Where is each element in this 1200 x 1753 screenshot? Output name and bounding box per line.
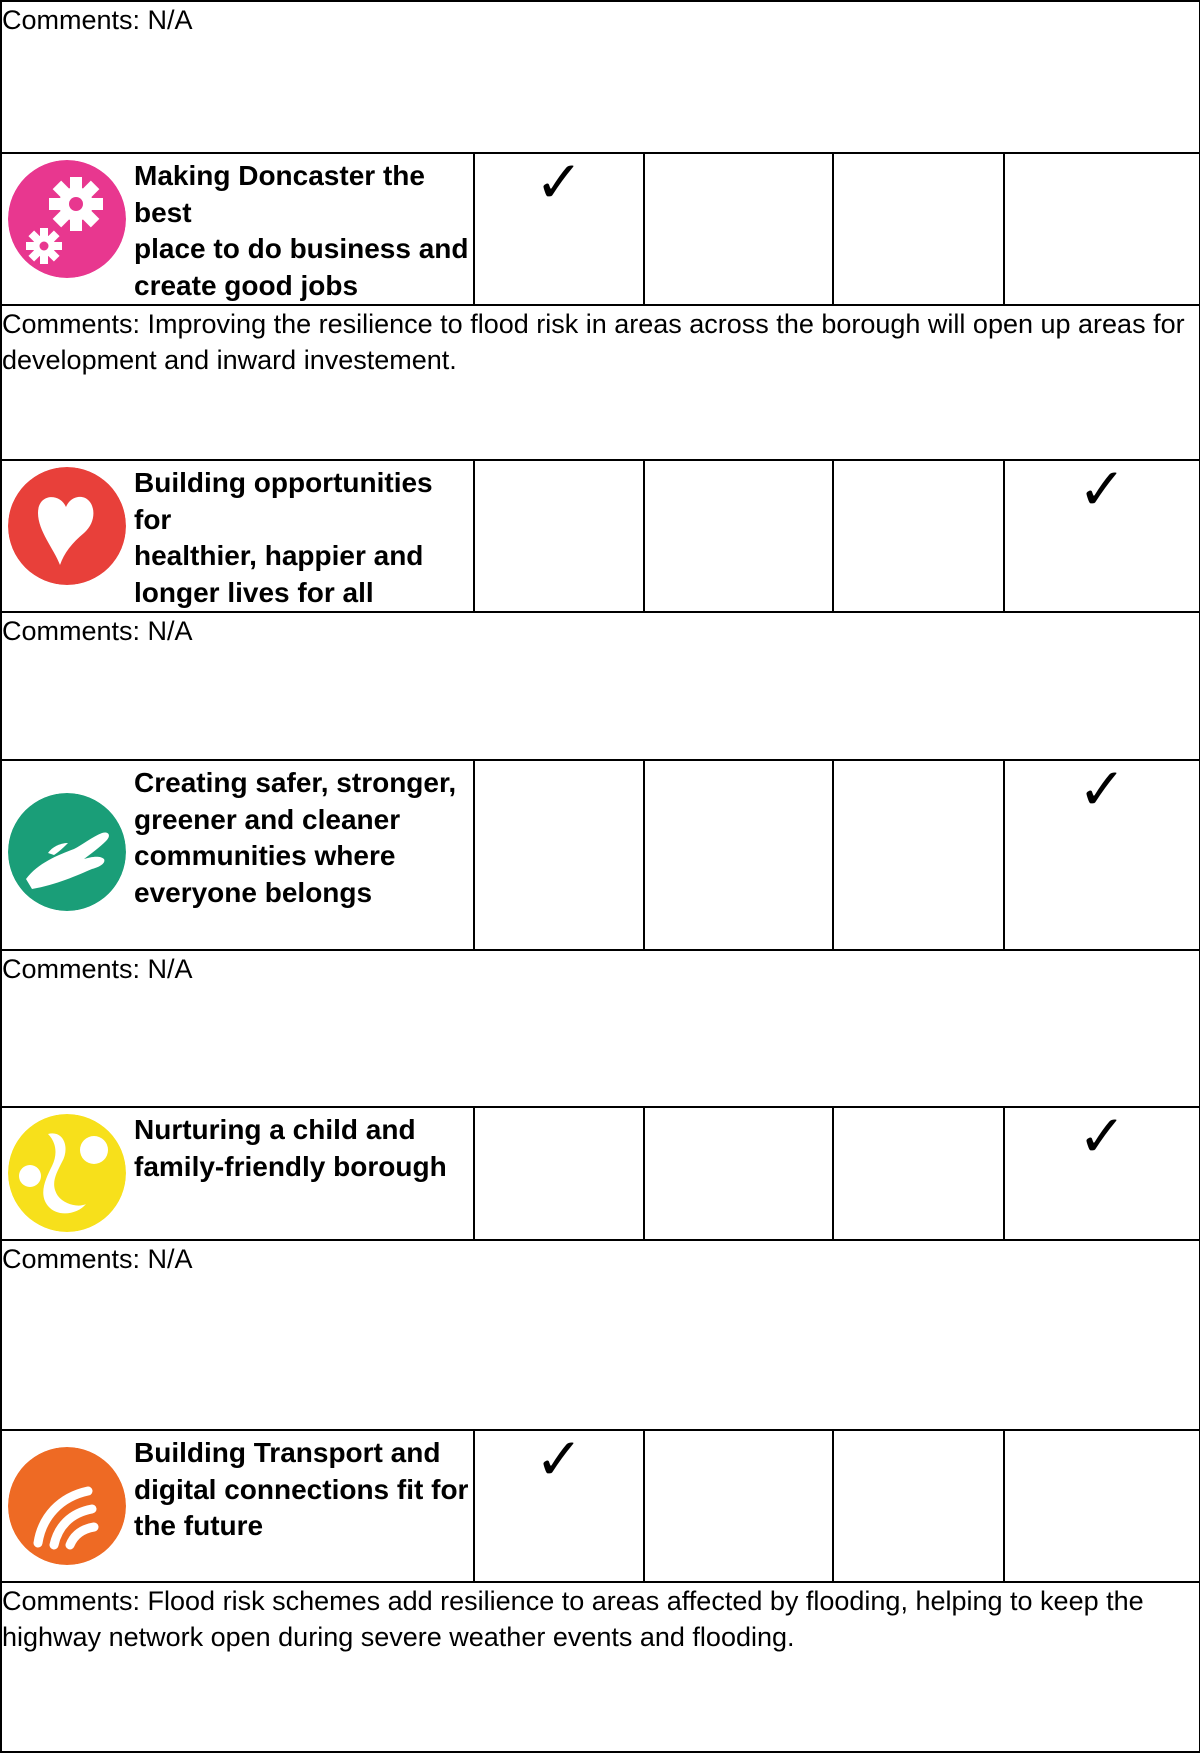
gears-icon: [8, 160, 126, 278]
tick-cell-1: ✓: [474, 153, 644, 305]
outcome-row-family: [1, 1107, 1200, 1240]
tick-cell-3: [833, 153, 1004, 305]
tick-cell-3: [833, 1107, 1004, 1240]
comment-text: Comments: N/A: [1, 612, 1200, 760]
tick-cell-1: [474, 760, 644, 950]
signal-icon: [8, 1447, 126, 1565]
tick-cell-4: [1004, 1430, 1200, 1582]
comment-row: [1, 1582, 1200, 1752]
outcome-title: Nurturing a child and family-friendly borough: [134, 1114, 447, 1182]
tick-cell-3: [833, 760, 1004, 950]
comment-text: Comments: N/A: [1, 950, 1200, 1107]
comment-row: [1, 1240, 1200, 1430]
tick-cell-1: [474, 1107, 644, 1240]
comment-row: [1, 1, 1200, 153]
tick-cell-1: ✓: [474, 1430, 644, 1582]
tick-cell-2: [644, 153, 833, 305]
outcome-title: Building opportunities for healthier, happier and longer lives for all: [134, 467, 433, 608]
outcome-title: Making Doncaster the best place to do business and create good jobs: [134, 160, 469, 301]
outcome-title: Creating safer, stronger, greener and cleaner communities where everyone belongs: [134, 767, 457, 908]
comment-text: Comments: N/A: [1, 1, 1200, 153]
heart-icon: [8, 467, 126, 585]
comment-text: Comments: N/A: [1, 1240, 1200, 1430]
tick-cell-2: [644, 1430, 833, 1582]
outcome-row-transport: [1, 1430, 1200, 1582]
outcome-row-communities: [1, 760, 1200, 950]
tick-cell-1: [474, 460, 644, 612]
comment-text: Comments: Flood risk schemes add resilience to areas affected by flooding, helping to keep the highway network open during severe weather events and flooding.: [1, 1582, 1200, 1752]
outcome-row-health: [1, 460, 1200, 612]
family-icon: [8, 1114, 126, 1232]
comment-text: Comments: Improving the resilience to flood risk in areas across the borough will open up areas for development and inward investement.: [1, 305, 1200, 460]
comment-row: [1, 950, 1200, 1107]
outcome-row-business: [1, 153, 1200, 305]
tick-cell-2: [644, 760, 833, 950]
tick-cell-2: [644, 460, 833, 612]
outcome-title: Building Transport and digital connections fit for the future: [134, 1437, 469, 1541]
comment-row: [1, 305, 1200, 460]
tick-cell-3: [833, 460, 1004, 612]
comment-row: [1, 612, 1200, 760]
hand-icon: [8, 793, 126, 911]
tick-cell-2: [644, 1107, 833, 1240]
tick-cell-3: [833, 1430, 1004, 1582]
tick-cell-4: [1004, 153, 1200, 305]
tick-cell-4: ✓: [1004, 1107, 1200, 1240]
tick-cell-4: ✓: [1004, 760, 1200, 950]
tick-cell-4: ✓: [1004, 460, 1200, 612]
